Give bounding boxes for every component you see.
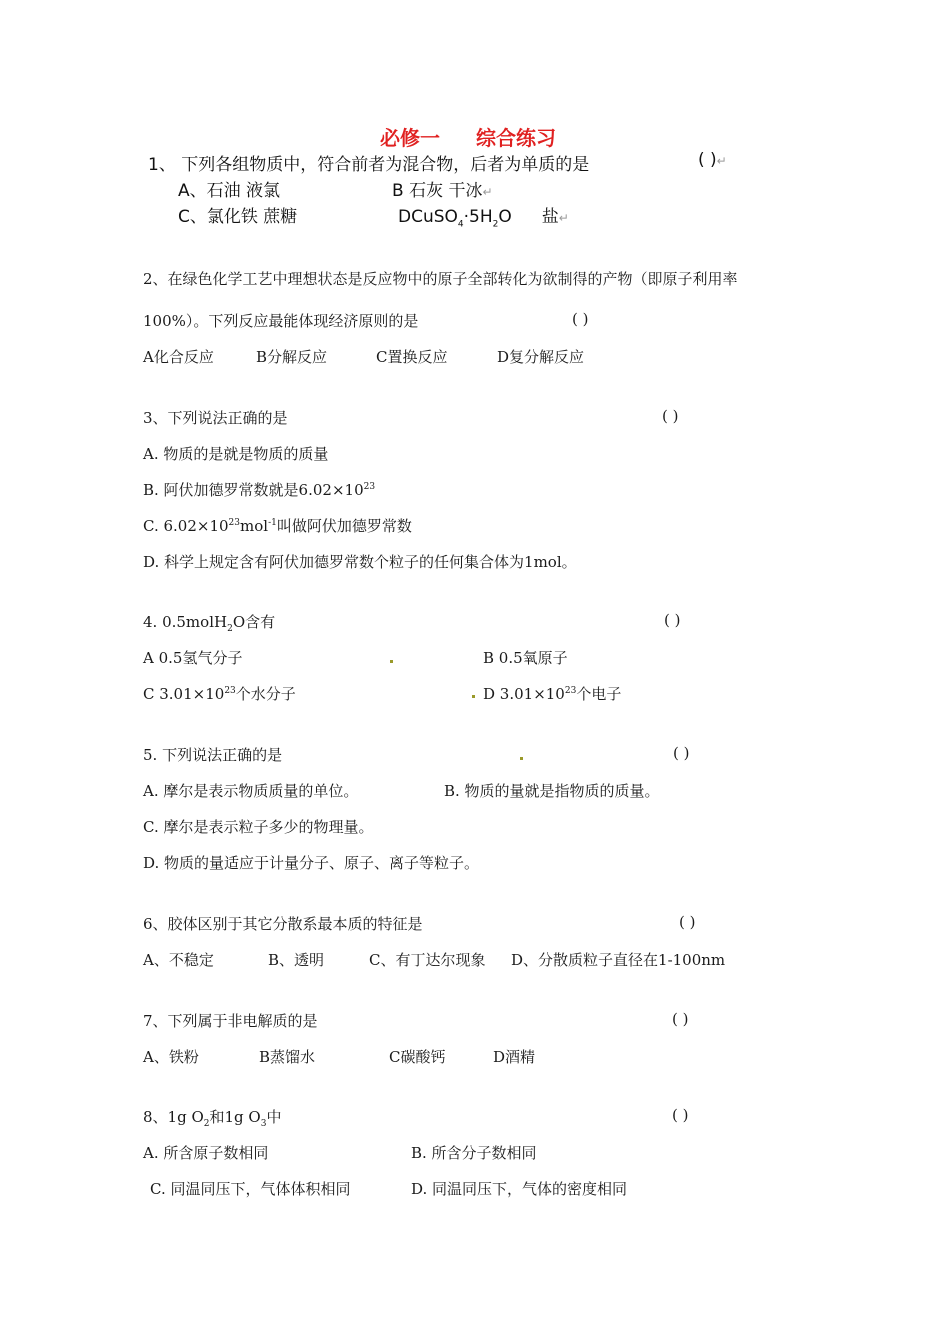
q8-option-d: D. 同温同压下，气体的密度相同 bbox=[411, 1180, 628, 1198]
q1-option-d: $DCuSO_4\cdot 5H_2O$ 盐↵ bbox=[398, 207, 569, 230]
q6-option-d: D、分散质粒子直径在1-100nm bbox=[511, 951, 726, 969]
q5-paren: ( ) bbox=[673, 744, 690, 762]
q5-option-d: D. 物质的量适应于计量分子、原子、离子等粒子。 bbox=[143, 854, 480, 872]
q4-paren: ( ) bbox=[664, 611, 681, 629]
q8-stem: 8、1g $O_2$和1g $O_3$中 bbox=[143, 1108, 282, 1129]
stray-dot bbox=[472, 695, 475, 698]
q5-option-c: C. 摩尔是表示粒子多少的物理量。 bbox=[143, 818, 374, 836]
q7-option-b: B蒸馏水 bbox=[259, 1048, 316, 1066]
q1-paren: ( )↵ bbox=[698, 150, 727, 170]
title-part1: 必修一 bbox=[380, 126, 440, 150]
q3-stem: 3、下列说法正确的是 bbox=[143, 409, 288, 427]
q4-option-d: D $3.01\times 10^{23}$个电子 bbox=[483, 685, 622, 703]
q6-paren: ( ) bbox=[679, 913, 696, 931]
q5-option-a: A. 摩尔是表示物质质量的单位。 bbox=[143, 782, 359, 800]
q1-option-c: C、氯化铁 蔗糖 bbox=[178, 207, 298, 227]
q7-option-a: A、铁粉 bbox=[143, 1048, 199, 1066]
q3-paren: ( ) bbox=[662, 407, 679, 425]
q2-option-d: D复分解反应 bbox=[497, 348, 585, 366]
q2-stem-line1: 2、在绿色化学工艺中理想状态是反应物中的原子全部转化为欲制得的产物（即原子利用率 bbox=[143, 270, 738, 288]
q4-stem: 4. 0.5molH$_2$O含有 bbox=[143, 613, 276, 634]
q2-option-c: C置换反应 bbox=[376, 348, 448, 366]
q6-option-a: A、不稳定 bbox=[143, 951, 214, 969]
q6-stem: 6、胶体区别于其它分散系最本质的特征是 bbox=[143, 915, 423, 933]
q6-option-b: B、透明 bbox=[268, 951, 325, 969]
q7-stem: 7、下列属于非电解质的是 bbox=[143, 1012, 318, 1030]
q3-option-a: A. 物质的是就是物质的质量 bbox=[143, 445, 329, 463]
q4-option-a: A 0.5氢气分子 bbox=[143, 649, 243, 667]
q1-stem: 1、 下列各组物质中，符合前者为混合物，后者为单质的是 bbox=[148, 155, 590, 175]
q2-option-a: A化合反应 bbox=[143, 348, 214, 366]
q3-option-c: C. $6.02\times 10^{23}mol^{-1}$叫做阿伏加德罗常数 bbox=[143, 517, 412, 535]
stray-dot bbox=[390, 660, 393, 663]
q1-option-a: A、石油 液氯 bbox=[178, 181, 281, 201]
q6-option-c: C、有丁达尔现象 bbox=[369, 951, 486, 969]
q3-option-b: B. 阿伏加德罗常数就是$6.02\times 10^{23}$ bbox=[143, 481, 376, 499]
page-title bbox=[380, 122, 556, 151]
q7-paren: ( ) bbox=[672, 1010, 689, 1028]
q8-option-a: A. 所含原子数相同 bbox=[143, 1144, 269, 1162]
q2-paren: ( ) bbox=[572, 310, 589, 328]
q1-option-b: B 石灰 干冰↵ bbox=[392, 181, 493, 201]
q2-stem-line2: 100%）。下列反应最能体现经济原则的是 bbox=[143, 312, 419, 330]
q8-option-c: C. 同温同压下，气体体积相同 bbox=[150, 1180, 351, 1198]
q5-stem: 5. 下列说法正确的是 bbox=[143, 746, 283, 764]
title-part2: 综合练习 bbox=[476, 126, 556, 150]
q3-option-d: D. 科学上规定含有阿伏加德罗常数个粒子的任何集合体为1mol。 bbox=[143, 553, 577, 571]
q7-option-c: C碳酸钙 bbox=[389, 1048, 446, 1066]
q8-option-b: B. 所含分子数相同 bbox=[411, 1144, 537, 1162]
q5-option-b: B. 物质的量就是指物质的质量。 bbox=[444, 782, 660, 800]
q4-option-c: C $3.01\times 10^{23}$个水分子 bbox=[143, 685, 296, 703]
q8-paren: ( ) bbox=[672, 1106, 689, 1124]
q4-option-b: B 0.5氧原子 bbox=[483, 649, 568, 667]
q7-option-d: D酒精 bbox=[493, 1048, 536, 1066]
stray-dot bbox=[520, 757, 523, 760]
q2-option-b: B分解反应 bbox=[256, 348, 328, 366]
